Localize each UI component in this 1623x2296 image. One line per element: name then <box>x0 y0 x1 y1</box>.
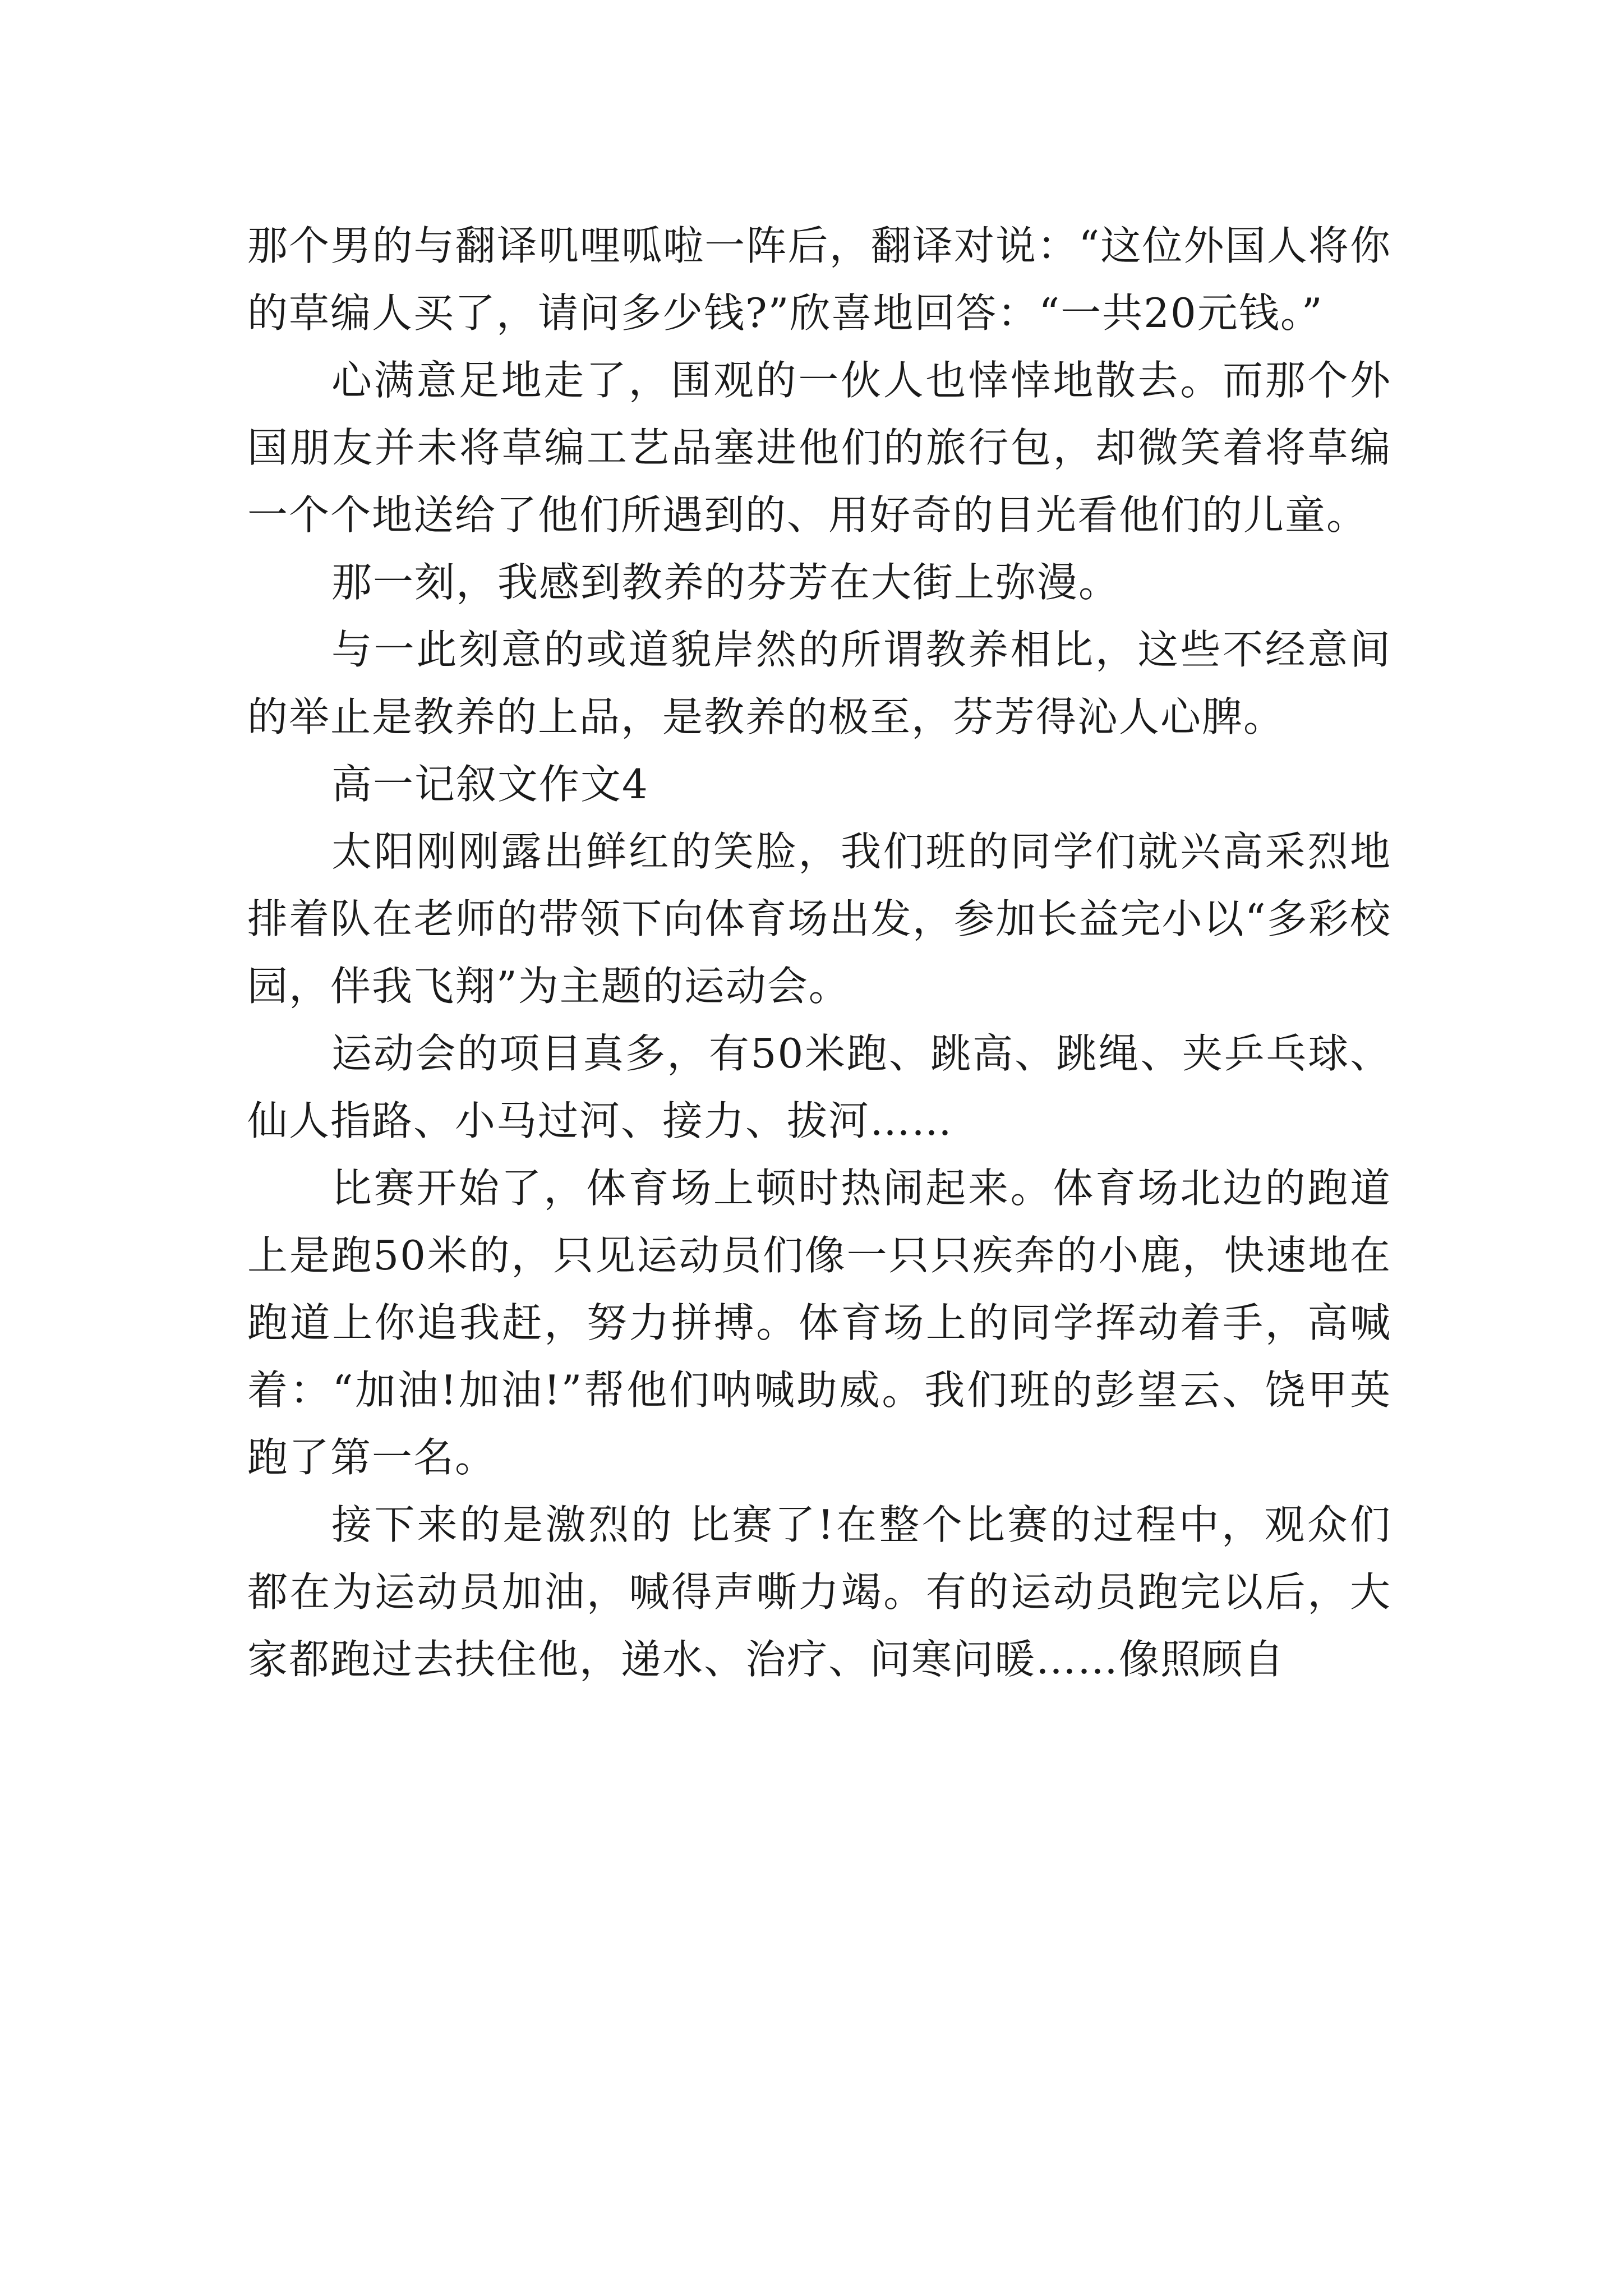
document-body <box>247 212 1391 1693</box>
paragraph-3: 那一刻，我感到教养的芬芳在大街上弥漫。 <box>331 559 1121 606</box>
paragraph-6: 运动会的项目真多，有50米跑、跳高、跳绳、夹乒乓球、仙人指路、小马过河、接力、拔河…… <box>247 1030 1391 1144</box>
paragraph-1: 那个男的与翻译叽哩呱啦一阵后，翻译对说：“这位外国人将你的草编人买了，请问多少钱?”欣喜地回答：“一共20元钱。” <box>247 222 1391 337</box>
paragraph-7: 比赛开始了，体育场上顿时热闹起来。体育场北边的跑道上是跑50米的，只见运动员们像一只只疾奔的小鹿，快速地在跑道上你追我赶，努力拼搏。体育场上的同学挥动着手，高喊着：“加油!加油!”帮他们呐喊助威。我们班的彭望云、饶甲英跑了第一名。 <box>247 1165 1391 1481</box>
paragraph-4: 与一此刻意的或道貌岸然的所谓教养相比，这些不经意间的举止是教养的上品，是教养的极至，芬芳得沁人心脾。 <box>247 626 1391 740</box>
paragraph-2: 心满意足地走了，围观的一伙人也悻悻地散去。而那个外国朋友并未将草编工艺品塞进他们的旅行包，却微笑着将草编一个个地送给了他们所遇到的、用好奇的目光看他们的儿童。 <box>247 357 1391 539</box>
paragraph-8: 接下来的是激烈的 比赛了!在整个比赛的过程中，观众们都在为运动员加油，喊得声嘶力竭。有的运动员跑完以后，大家都跑过去扶住他，递水、治疗、问寒问暖……像照顾自 <box>247 1501 1391 1683</box>
paragraph-5: 太阳刚刚露出鲜红的笑脸，我们班的同学们就兴高采烈地排着队在老师的带领下向体育场出发，参加长益完小以“多彩校园，伴我飞翔”为主题的运动会。 <box>247 828 1391 1010</box>
section-heading: 高一记叙文作文4 <box>331 761 649 808</box>
